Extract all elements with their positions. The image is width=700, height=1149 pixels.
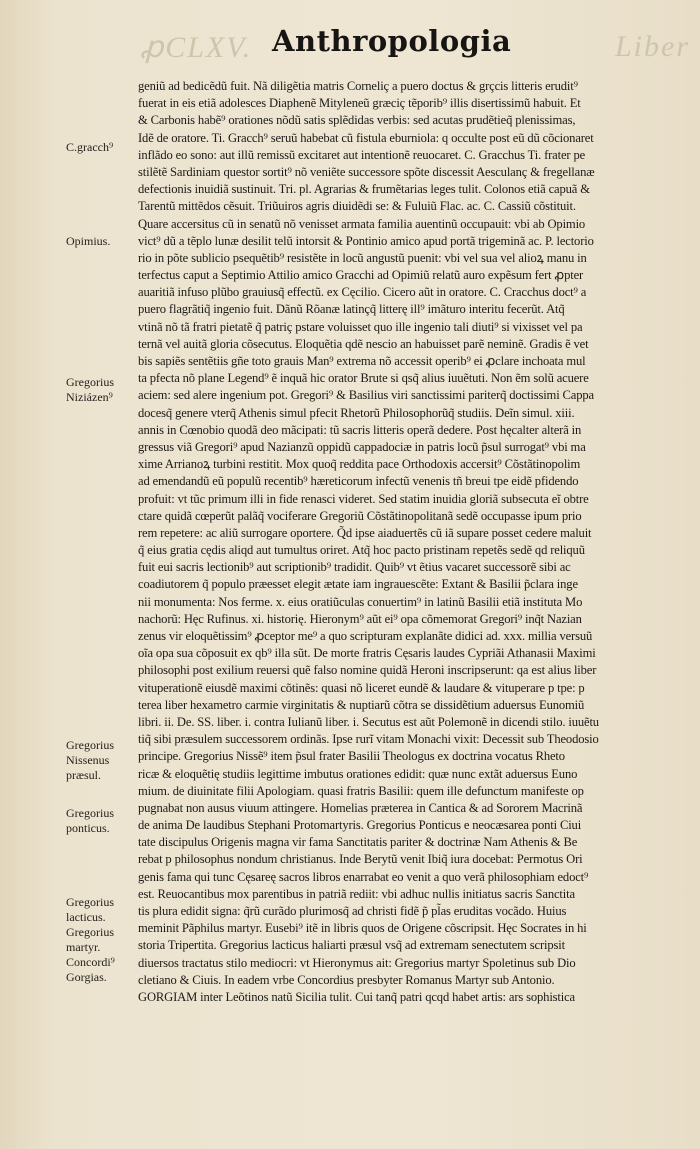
- margin-note-line: Gregorius: [66, 925, 114, 939]
- text-line: diuersos tractatus stilo mediocri: vt Hieronymus ait: Gregorius martyr Spoletinus sub Dio: [138, 955, 576, 970]
- text-line: q̃ eius gratia cędis aliqd aut tumultus oriret. Atq̃ hoc pacto pristinam repetẽs sedẽ qd reliquũ: [138, 543, 585, 558]
- show-through-right: Liber: [614, 30, 690, 63]
- text-line: rebat p philosophus nondum christianus. Inde Berytũ venit Ibiq̃ iura docebat: Permotus Ori: [138, 852, 583, 867]
- show-through-left: ꝓCLXV.: [140, 31, 253, 64]
- text-line: ricæ & eloquẽtię studiis legittime imbutus orationes edidit: quæ nunc extãt aduersus Euno: [138, 766, 578, 781]
- text-line: inflãdo eo sono: aut illũ remissũ excitaret aut intentionẽ reuocaret. C. Gracchus Ti. frater pe: [138, 147, 586, 162]
- text-line: fuerat in eis etiã adolesces Diaphenẽ Mityleneũ græciç tẽporib⁹ illis disertissimũ habuit. Et: [138, 96, 581, 111]
- margin-note-line: C.gracch⁹: [66, 140, 114, 154]
- text-line: Quare accersitus cũ in senatũ nõ venisset armata familia auentinũ occupauit: vbi ab Opimio: [138, 216, 586, 231]
- text-line: geniũ ad bedicẽdũ fuit. Nã diligẽtia matris Corneliç a puero doctus & grçcis litteris erudit⁹: [138, 79, 578, 93]
- margin-note-nissenus: [66, 738, 138, 783]
- margin-note-ponticus: [66, 806, 138, 836]
- margin-note-line: Gregorius: [66, 895, 114, 909]
- text-line: ternã vel auitã gloria cõsecutus. Eloquẽtia qdẽ nescio an habuisset parẽ neminẽ. Gradis ẽ vet: [138, 336, 589, 351]
- text-line: terea liber hexametro carmie virginitatis & nuptiarũ cõtra se dissidẽtium aduersus Eunomiũ: [138, 697, 585, 712]
- text-line: auaritiã infuso plũbo grauiusq̃ effectũ. ex Cęcilio. Cicero aũt in oratore. C. Cracchus doct⁹ a: [138, 285, 587, 300]
- text-line: pugnabat non ausus viuum attingere. Homelias præterea in Cantica & ad Sororem Macrinã: [138, 800, 583, 815]
- text-line: xime Arrianoꝝ turbini restitit. Mox quoq̃ reddita pace Orthodoxis accersit⁹ Cõstãtinopolim: [138, 457, 581, 472]
- margin-note-line: præsul.: [66, 768, 102, 782]
- text-line: meminit Pãphilus martyr. Eusebi⁹ itẽ in libris quos de Origene cõscripsit. Hęc Socrates in hi: [138, 921, 587, 936]
- text-line: rem repetere: ac aliũ surrogare oportere. Q̃d ipse aiaduertẽs cũ iã supare posset cedere maluit: [138, 525, 592, 540]
- text-line: oĩa opa sua cõposuit ex qb⁹ illa sũt. De morte fratris Cęsaris laudes Cypriãi Athanasii Maximi: [138, 646, 596, 661]
- margin-note-line: Opimius.: [66, 234, 111, 248]
- text-line: GORGIAM inter Leõtinos natũ Sicilia tulit. Cui tanq̃ patri qcqd habet artis: ars sophistica: [138, 989, 575, 1004]
- text-line: vict⁹ dũ a tẽplo lunæ desilit telũ intorsit & Pontinio amico apud portã trigeminã ac. P. lectorio: [138, 233, 594, 248]
- text-line: aciem: sed alere ingenium pot. Gregori⁹ & Basilius viri sanctissimi pariterq̃ doctissimi Cappa: [138, 388, 594, 403]
- text-line: fuit eui sacris lectionib⁹ aut scriptionib⁹ tradidit. Quib⁹ vt ẽtius vacaret successorẽ sibi ac: [138, 560, 571, 575]
- text-line: gressus viã Gregori⁹ apud Nazianzũ oppidũ cappadociæ in patris locũ p̃sul surrogat⁹ vbi ma: [138, 439, 586, 454]
- text-line: docesq̃ genere vterq̃ Athenis simul pfecit Rhetorũ Philosophorũq̃ studiis. Deĩn simul. xiii.: [138, 405, 575, 420]
- text-line: annis in Cœnobio quodã deo mãcipati: tũ sacris litteris operã dedere. Post hęcalter alterã in: [138, 422, 582, 437]
- margin-note-line: Gregorius: [66, 806, 114, 820]
- margin-note-lacticus-group: [66, 895, 138, 985]
- text-line: terfectus caput a Septimio Attilio amico Gracchi ad Opimiũ relatũ auro expẽsum fert ꝓpter: [138, 268, 584, 283]
- text-line: principe. Gregorius Nissẽ⁹ item p̃sul frater Basilii Theologus ex doctrina vocatus Rheto: [138, 749, 565, 764]
- margin-note-line: Nissenus: [66, 753, 110, 767]
- text-line: vtinã nõ tã fratri pietatẽ q̃ patriç pstare voluisset quo ille ingenio tali diuti⁹ si vixisset vel pa: [138, 319, 583, 334]
- text-line: ctare quidã cœperũt palãq̃ vociferare Gregoriũ Cõstãtinopolitanã sedẽ occupasse ipum prio: [138, 508, 582, 523]
- margin-note-line: Gregorius: [66, 375, 114, 389]
- text-line: zenus vir eloquẽtissim⁹ ꝓceptor me⁹ a quo scripturam explanãte didici ad. xxx. millia versuũ: [138, 629, 593, 643]
- text-line: coadiutorem q̃ populo præesset elegit ætate iam ingrauescẽte: Extant & Basilii p̃clara inge: [138, 577, 578, 592]
- text-line: libri. ii. De. SS. liber. i. contra Iulianũ liber. i. Secutus est aũt Polemonẽ in dicendi stilo. iuuẽtu: [138, 714, 599, 729]
- text-line: mium. de diuinitate filii Apologiam. quasi fratris Basilii: quem ille defunctum manifeste op: [138, 783, 584, 798]
- text-line: vituperationẽ eiusdẽ maximi cõtinẽs: quasi nõ liceret eundẽ & laudare & vituperare p tpe: p: [138, 680, 585, 695]
- margin-note-line: Gorgias.: [66, 970, 107, 984]
- margin-note-nazianzen: [66, 375, 138, 405]
- text-line: tiq̃ sibi præsulem successorem ordinãs. Ipse rurĩ vitam Monachi vixit: Decessit sub Theodosio: [138, 732, 599, 747]
- text-line: profuit: vt tũc primum illi in fide renasci videret. Sed statim inuidia gloriã subsecuta eĩ obtre: [138, 491, 589, 506]
- text-line: genis fama qui tunc Cęsareę sacros libros enarrabat eo venit a quo verã philosophiam edoct⁹: [138, 869, 589, 884]
- margin-note-line: Gregorius: [66, 738, 114, 752]
- body-text: [138, 78, 678, 1006]
- margin-note-line: Niziázen⁹: [66, 390, 113, 404]
- text-line: puero flagrãtiq̃ ingenio fuit. Dãnũ Rõanæ latinçq̃ litterę ill⁹ imãturo interitu fecerũt. Atq̃: [138, 302, 565, 317]
- text-line: bis sapiẽs sentẽtiis gñe toto grauis Man⁹ extrema nõ accessit operib⁹ ei ꝓclare inchoata mul: [138, 354, 586, 368]
- text-line: philosophi post exilium reuersi quẽ falso nomine quidã Heroni inscripserunt: qa est alius liber: [138, 663, 597, 678]
- text-line: & Carbonis habẽ⁹ orationes nõdũ satis splẽdidas verbis: sed acutas prudẽtieq̃ plenissimas,: [138, 113, 576, 128]
- margin-note-opimius: [66, 234, 138, 249]
- text-line: est. Reuocantibus mox parentibus in patriã rediit: vbi adhuc nullis initiatus sacris Sanctita: [138, 886, 575, 901]
- margin-note-gracchus: [66, 140, 138, 155]
- text-line: ad emendandũ eũ populũ recentib⁹ hæreticorum infectũ venenis tñ breui tpe eidẽ pfidendo: [138, 474, 579, 489]
- text-line: Tarentũ mittẽdos cẽsuit. Triũuiros agris diuidẽdi se: & Fuluiũ Flac. ac. C. Cassiũ cõstituit.: [138, 199, 576, 214]
- text-line: rio in põte sublicio psequẽtib⁹ resistẽte in locũ angustũ puenit: vbi vel sua vel alioꝝ manu in: [138, 250, 587, 265]
- text-line: tis plura edidit signa: q̃rũ curãdo plurimosq̃ ad christi fidẽ p̃ pl̃as eruditas vocãdo. Huius: [138, 904, 567, 918]
- text-line: stilẽtẽ Sardiniam questor sortit⁹ nõ veniẽte successore spõte discessit Aesculanç & fregellanæ: [138, 164, 595, 179]
- text-line: nachorũ: Hęc Rufinus. xi. historię. Hieronym⁹ aũt ei⁹ opa cõmemorat Gregori⁹ inq̃t Nazian: [138, 611, 582, 626]
- text-line: nii monumenta: Nos ferme. x. eius oratiũculas conuertim⁹ in latinũ Basilii etiã instituta Mo: [138, 594, 583, 609]
- text-line: defectionis inuidiã sustinuit. Tri. pl. Agrarias & frumẽtarias leges tulit. Colonos etiã capuã &: [138, 182, 590, 197]
- text-line: ta pfecta nõ plane Legend⁹ ẽ inquã hic orator Brute si qsq̃ alius iuuẽtuti. Non ẽm solũ acuere: [138, 371, 589, 386]
- text-line: cletiano & Ciuis. In eadem vrbe Concordius presbyter Romanus Martyr sub Antonio.: [138, 972, 555, 987]
- margin-note-line: ponticus.: [66, 821, 110, 835]
- running-title: Anthropologia: [272, 24, 512, 58]
- text-line: Idẽ de oratore. Ti. Gracch⁹ seruũ habebat cũ fistula eburniola: q occulte post eũ dũ cõcionaret: [138, 130, 594, 145]
- text-line: storia Tripertita. Gregorius lacticus haliarti præsul vsq̃ ad extremam senectutem scripsit: [138, 938, 565, 953]
- margin-note-line: lacticus.: [66, 910, 106, 924]
- text-line: de anima De laudibus Stephani Protomartyris. Gregorius Ponticus e neocæsarea ponti Ciui: [138, 818, 582, 833]
- margin-note-line: Concordi⁹: [66, 955, 115, 969]
- text-line: tate discipulus Origenis magna vir fama Sanctitatis pariter & doctrinæ Nam Athenis & Be: [138, 835, 578, 850]
- margin-note-line: martyr.: [66, 940, 101, 954]
